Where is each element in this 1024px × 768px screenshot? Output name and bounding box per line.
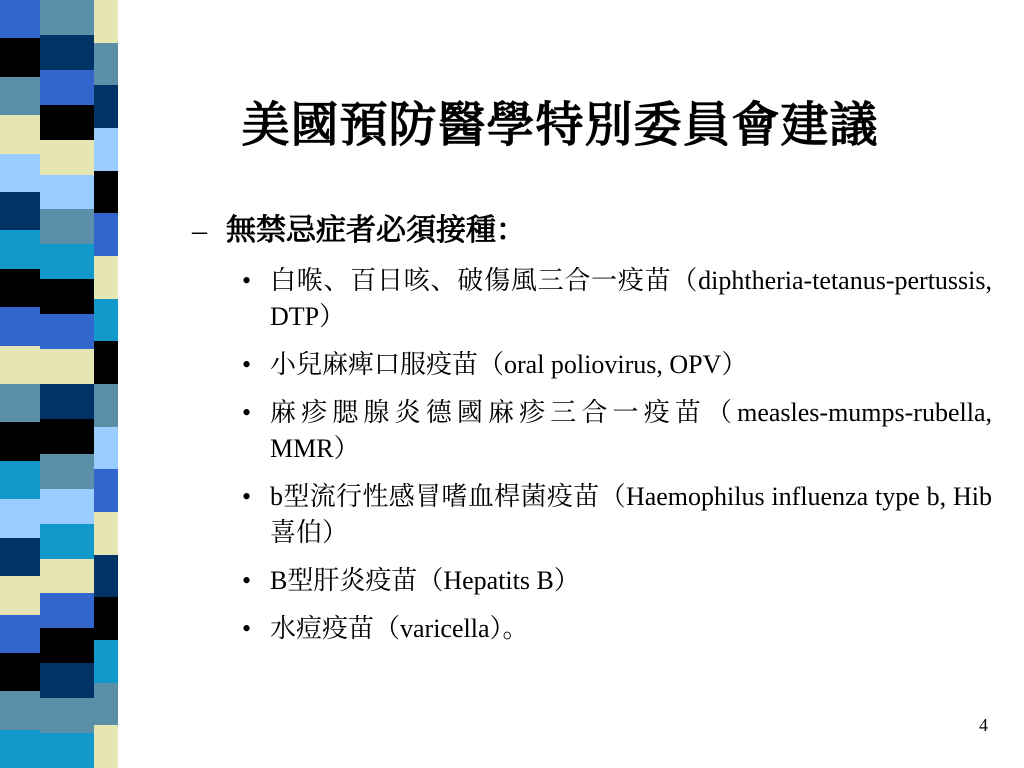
- list-item-text: 白喉、百日咳、破傷風三合一疫苗（diphtheria-tetanus-pertussis, DTP）: [270, 266, 992, 331]
- list-item: [242, 563, 992, 599]
- level1-item: [192, 205, 992, 249]
- bullet-icon: •: [242, 482, 252, 511]
- list-item-text: B型肝炎疫苗（Hepatits B）: [270, 566, 580, 595]
- stripe-column-left: [0, 0, 40, 768]
- list-item: [242, 611, 992, 647]
- list-item-text: 麻疹腮腺炎德國麻疹三合一疫苗（measles-mumps-rubella, MMR）: [270, 398, 992, 463]
- dash-marker: –: [192, 214, 207, 247]
- list-item: [242, 395, 992, 467]
- slide-title: 美國預防醫學特別委員會建議: [241, 97, 879, 153]
- list-item: [242, 479, 992, 551]
- stripe-column-middle: [40, 0, 94, 768]
- page-number: 4: [979, 715, 988, 735]
- list-item-text: b型流行性感冒嗜血桿菌疫苗（Haemophilus influenza type b, Hib喜伯）: [270, 482, 992, 547]
- level1-text: 無禁忌症者必須接種：: [226, 213, 526, 248]
- list-item-text: 水痘疫苗（varicella）。: [270, 614, 529, 643]
- slide-body: [192, 205, 992, 659]
- list-item: [242, 347, 992, 383]
- bullet-icon: •: [242, 566, 252, 595]
- decorative-stripe-band: [0, 0, 118, 768]
- bullet-icon: •: [242, 614, 252, 643]
- bullet-icon: •: [242, 398, 252, 427]
- bullet-icon: •: [242, 266, 252, 295]
- list-item: [242, 263, 992, 335]
- vaccine-list: [242, 263, 992, 647]
- stripe-column-right: [94, 0, 118, 768]
- list-item-text: 小兒麻痺口服疫苗（oral poliovirus, OPV）: [270, 350, 748, 379]
- bullet-icon: •: [242, 350, 252, 379]
